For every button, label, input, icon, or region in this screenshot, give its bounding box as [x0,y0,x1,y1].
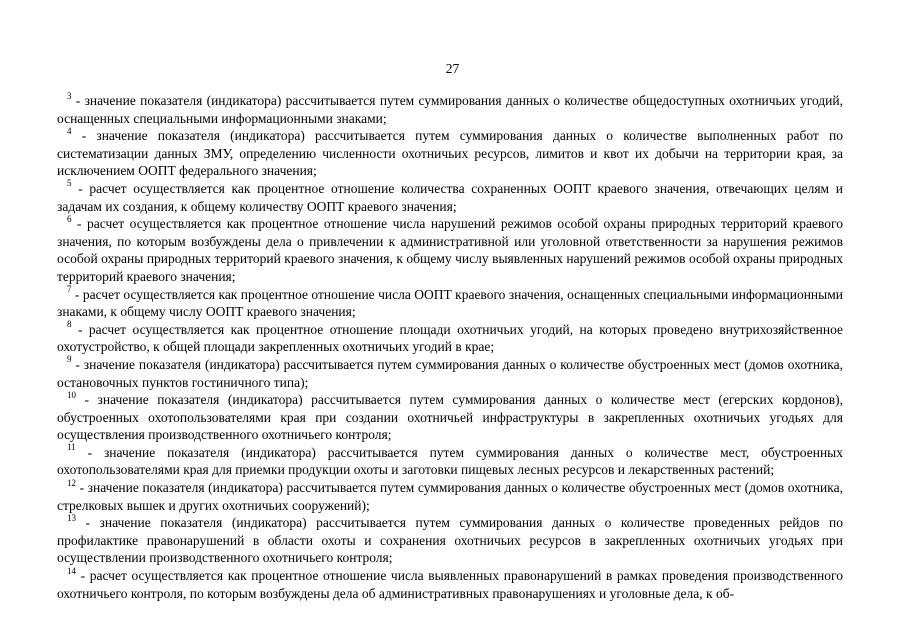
footnote-mark: 5 [67,178,72,189]
footnote-mark: 11 [67,442,76,453]
footnote-13 [57,514,843,567]
footnote-7 [57,286,843,321]
footnote-11 [57,444,843,479]
footnote-10 [57,391,843,444]
footnote-mark: 13 [67,512,76,523]
footnote-5 [57,180,843,215]
footnote-text: - значение показателя (индикатора) рассчитывается путем суммирования данных о количестве мест (егерских кордонов), обустроенных охотопользователями края при создании охотничьей инфраструктуры в закрепленных охотничьих угодьях для осуществления производственного охотничьего контроля; [57,392,843,443]
footnote-mark: 6 [67,213,72,224]
footnote-text: - значение показателя (индикатора) рассчитывается путем суммирования данных о количестве обустроенных мест (домов охотника, стрелковых вышек и других охотничьих сооружений); [57,480,843,513]
footnote-text: - расчет осуществляется как процентное отношение числа нарушений режимов особой охраны природных территорий краевого значения, по которым возбуждены дела о привлечении к административной или уголовной ответственности за нарушения режимов особой охраны природных территорий краевого значения, к общему числу выявленных нарушений режимов особой охраны природных территорий краевого значения; [57,216,843,284]
footnote-9 [57,356,843,391]
page-number: 27 [445,61,460,76]
footnote-text: - расчет осуществляется как процентное отношение числа ООПТ краевого значения, оснащенных специальными информационными знаками, к общему числу ООПТ краевого значения; [57,286,843,320]
footnote-mark: 3 [67,90,72,101]
footnote-mark: 12 [67,477,76,488]
footnote-text: - значение показателя (индикатора) рассчитывается путем суммирования данных о количестве выполненных работ по систематизации данных ЗМУ, определению численности охотничьих ресурсов, лимитов и квот их добычи на территории края, за исключением ООПТ федерального значения; [57,128,843,179]
footnote-mark: 14 [67,565,76,576]
footnote-8 [57,321,843,356]
footnote-6 [57,215,843,285]
footnote-text: - значение показателя (индикатора) рассчитывается путем суммирования данных о количестве общедоступных охотничьих угодий, оснащенных специальными информационными знаками; [57,93,843,126]
footnote-mark: 7 [67,284,72,295]
footnote-12 [57,479,843,514]
footnote-mark: 4 [67,125,72,136]
footnote-4 [57,127,843,180]
footnote-text: - значение показателя (индикатора) рассчитывается путем суммирования данных о количестве проведенных рейдов по профилактике правонарушений в области охоты и сохранения охотничьих ресурсов в закрепленных охотничьих угодьях при осуществлении производственного охотничьего контроля; [57,515,843,566]
footnote-mark: 10 [67,389,76,400]
footnote-text: - расчет осуществляется как процентное отношение числа выявленных правонарушений в рамках проведения производственного охотничьего контроля, по которым возбуждены дела об административных правонарушениях и уголовные дела, к об- [57,568,843,601]
footnote-3 [57,92,843,127]
footnotes-body [57,92,843,602]
footnote-text: - значение показателя (индикатора) рассчитывается путем суммирования данных о количестве мест, обустроенных охотопользователями края для приемки продукции охоты и заготовки пищевых лесных ресурсов и лекарственных растений; [57,444,843,478]
footnote-mark: 8 [67,319,72,330]
footnote-text: - значение показателя (индикатора) рассчитывается путем суммирования данных о количестве обустроенных мест (домов охотника, остановочных пунктов гостиничного типа); [57,356,843,390]
footnote-text: - расчет осуществляется как процентное отношение площади охотничьих угодий, на которых проведено внутрихозяйственное охотустройство, к общей площади закрепленных охотничьих угодий в крае; [57,321,843,355]
footnote-14 [57,567,843,602]
footnote-text: - расчет осуществляется как процентное отношение количества сохраненных ООПТ краевого значения, отвечающих целям и задачам их создания, к общему количеству ООПТ краевого значения; [57,180,843,214]
footnote-mark: 9 [67,354,72,365]
